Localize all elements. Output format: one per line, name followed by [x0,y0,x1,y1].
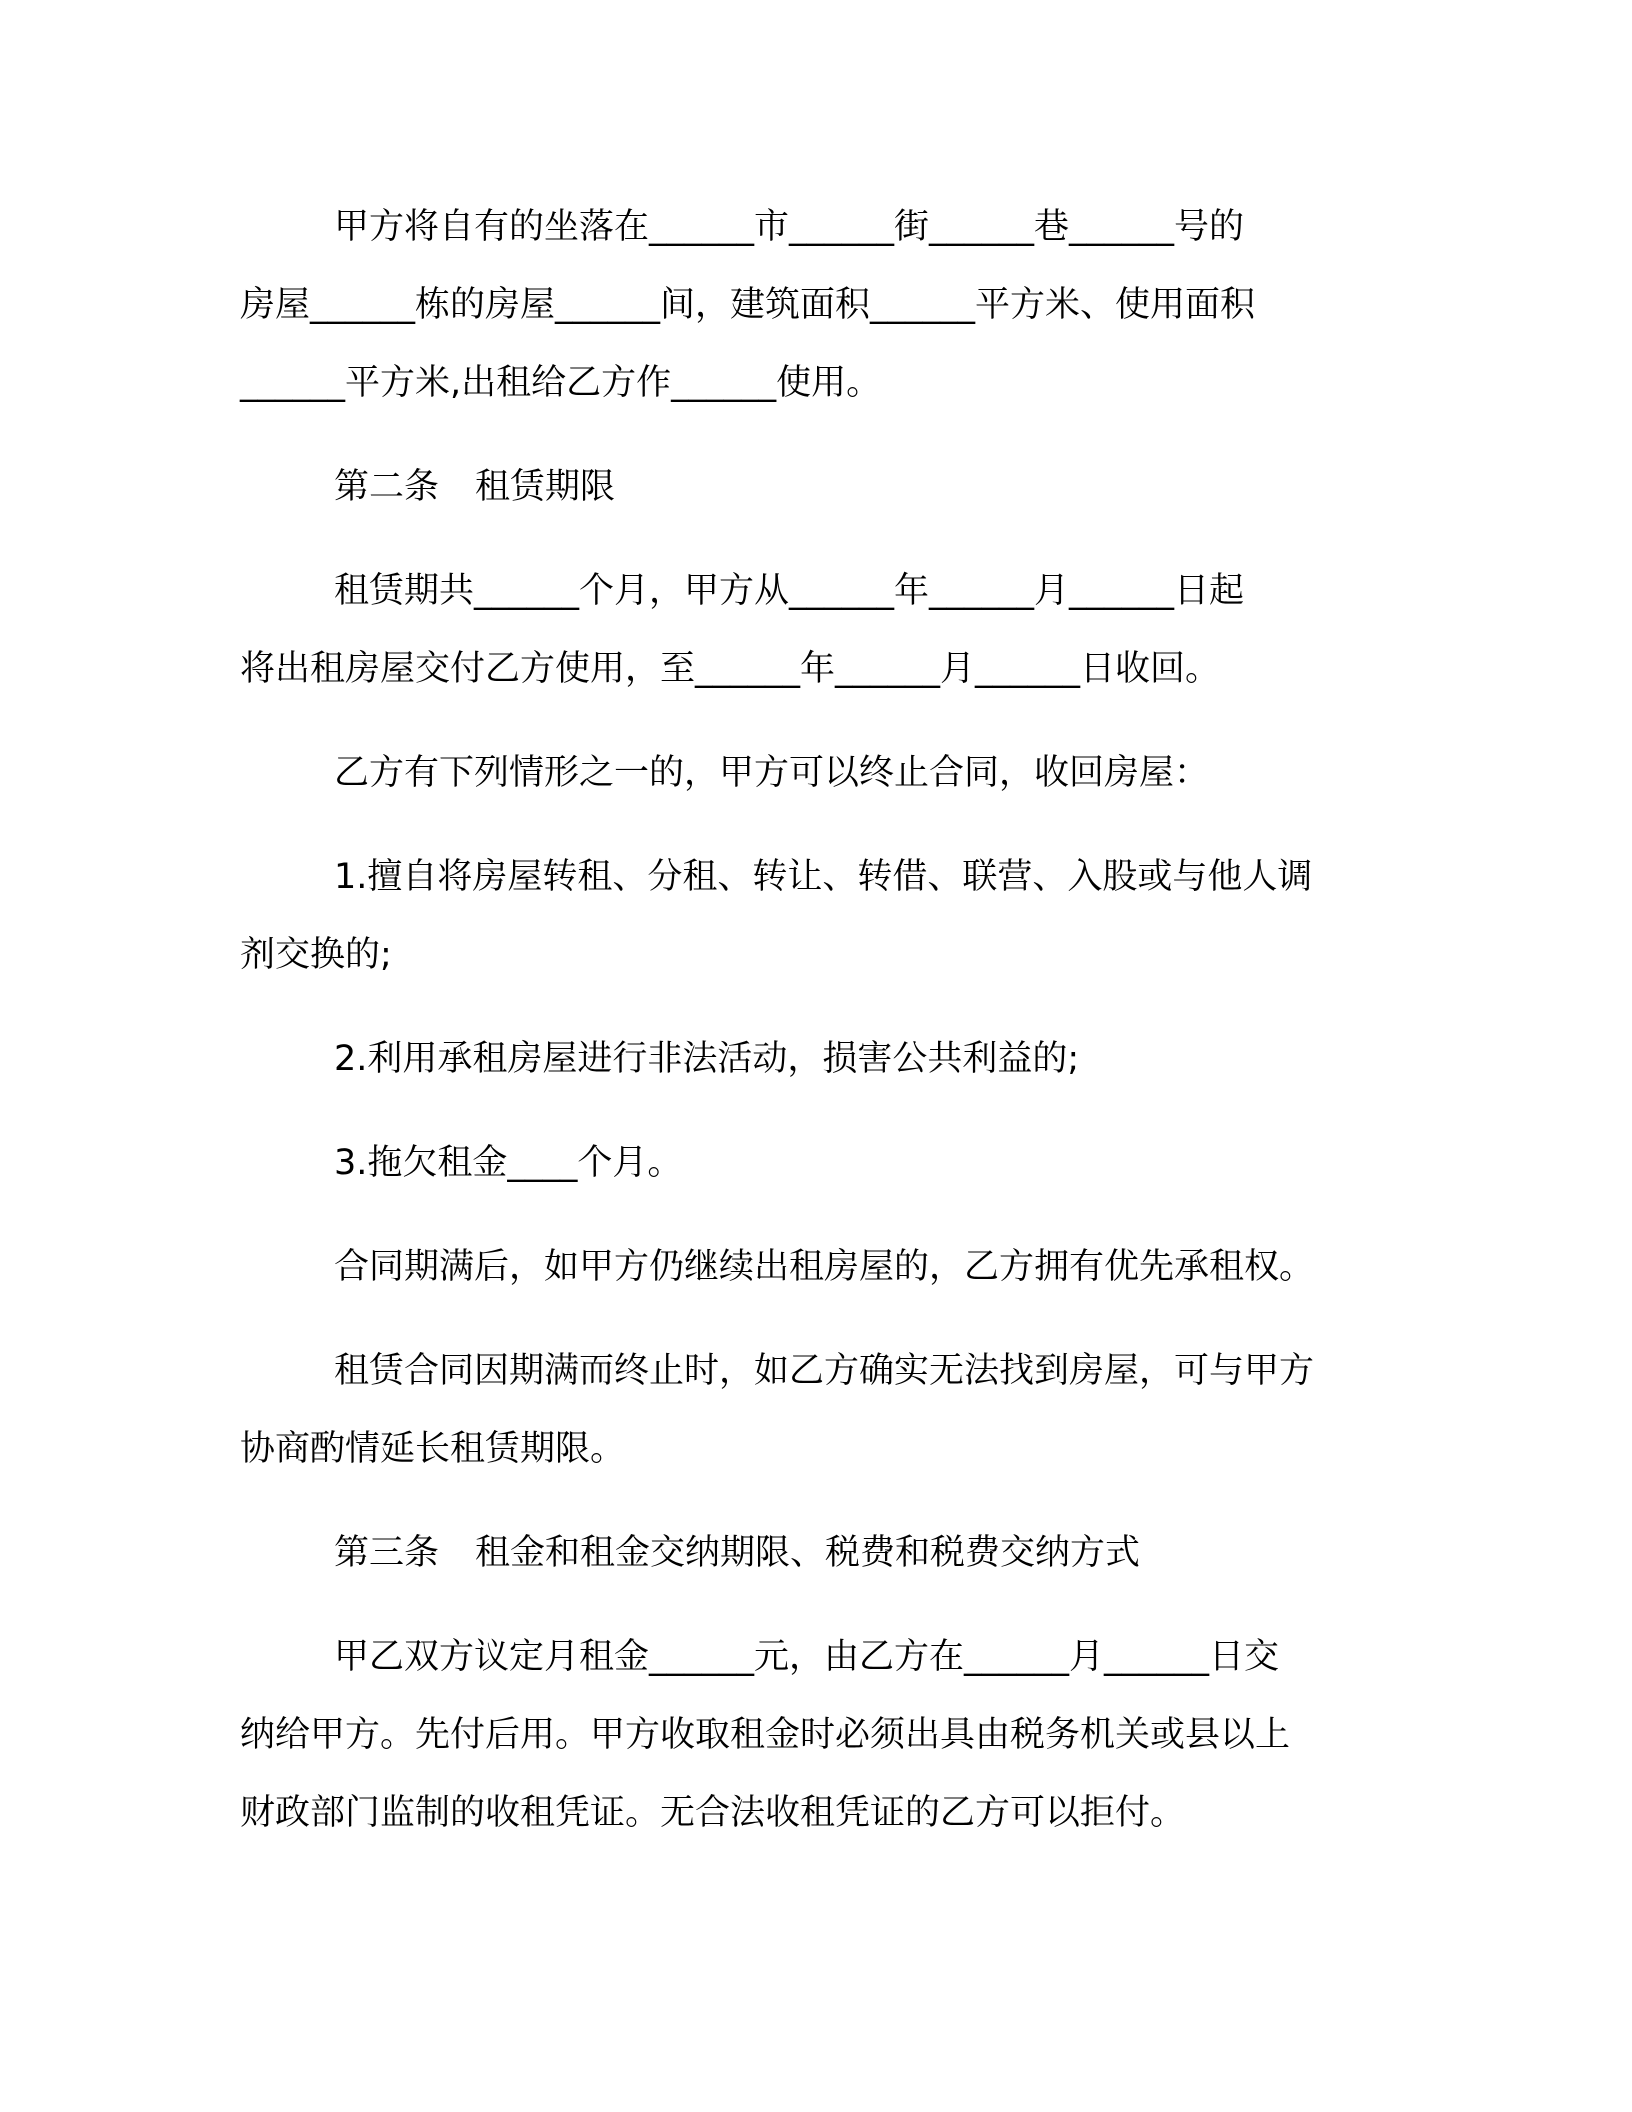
text-line: 合同期满后，如甲方仍继续出租房屋的，乙方拥有优先承租权。 [334,1247,1315,1287]
text-line: 房屋______栋的房屋______间，建筑面积______平方米、使用面积 [240,285,1256,325]
text-line: 乙方有下列情形之一的，甲方可以终止合同，收回房屋： [334,753,1210,793]
text-line: ______平方米,出租给乙方作______使用。 [240,363,882,403]
text-line: 甲乙双方议定月租金______元，由乙方在______月______日交 [334,1637,1280,1677]
paragraph-rent-payment [240,1618,1390,1852]
text-line: 将出租房屋交付乙方使用，至______年______月______日收回。 [240,649,1221,689]
paragraph-termination-conditions [240,734,1390,812]
article-number: 第三条 [334,1533,440,1573]
text-line: 财政部门监制的收租凭证。无合法收租凭证的乙方可以拒付。 [240,1793,1186,1833]
text-line: 协商酌情延长租赁期限。 [240,1429,626,1469]
paragraph-renewal-priority [240,1228,1390,1306]
text-line: 纳给甲方。先付后用。甲方收取租金时必须出具由税务机关或县以上 [240,1715,1291,1755]
text-line: 甲方将自有的坐落在______市______街______巷______号的 [334,207,1245,247]
article-title: 租金和租金交纳期限、税费和税费交纳方式 [475,1533,1141,1573]
paragraph-extension [240,1332,1390,1488]
list-item-2 [240,1020,1390,1098]
paragraph-property-description [240,188,1390,422]
text-line: 2.利用承租房屋进行非法活动，损害公共利益的; [334,1039,1080,1079]
article-3-heading [240,1514,1390,1592]
list-item-3 [240,1124,1390,1202]
article-number: 第二条 [334,467,440,507]
document-body [240,188,1390,1878]
text-line: 剂交换的; [240,935,392,975]
list-item-1 [240,838,1390,994]
paragraph-lease-term [240,552,1390,708]
article-title: 租赁期限 [475,467,616,507]
text-line: 3.拖欠租金____个月。 [334,1143,683,1183]
text-line: 1.擅自将房屋转租、分租、转让、转借、联营、入股或与他人调 [334,857,1313,897]
article-2-heading [240,448,1390,526]
text-line: 租赁期共______个月，甲方从______年______月______日起 [334,571,1245,611]
text-line: 租赁合同因期满而终止时，如乙方确实无法找到房屋，可与甲方 [334,1351,1315,1391]
